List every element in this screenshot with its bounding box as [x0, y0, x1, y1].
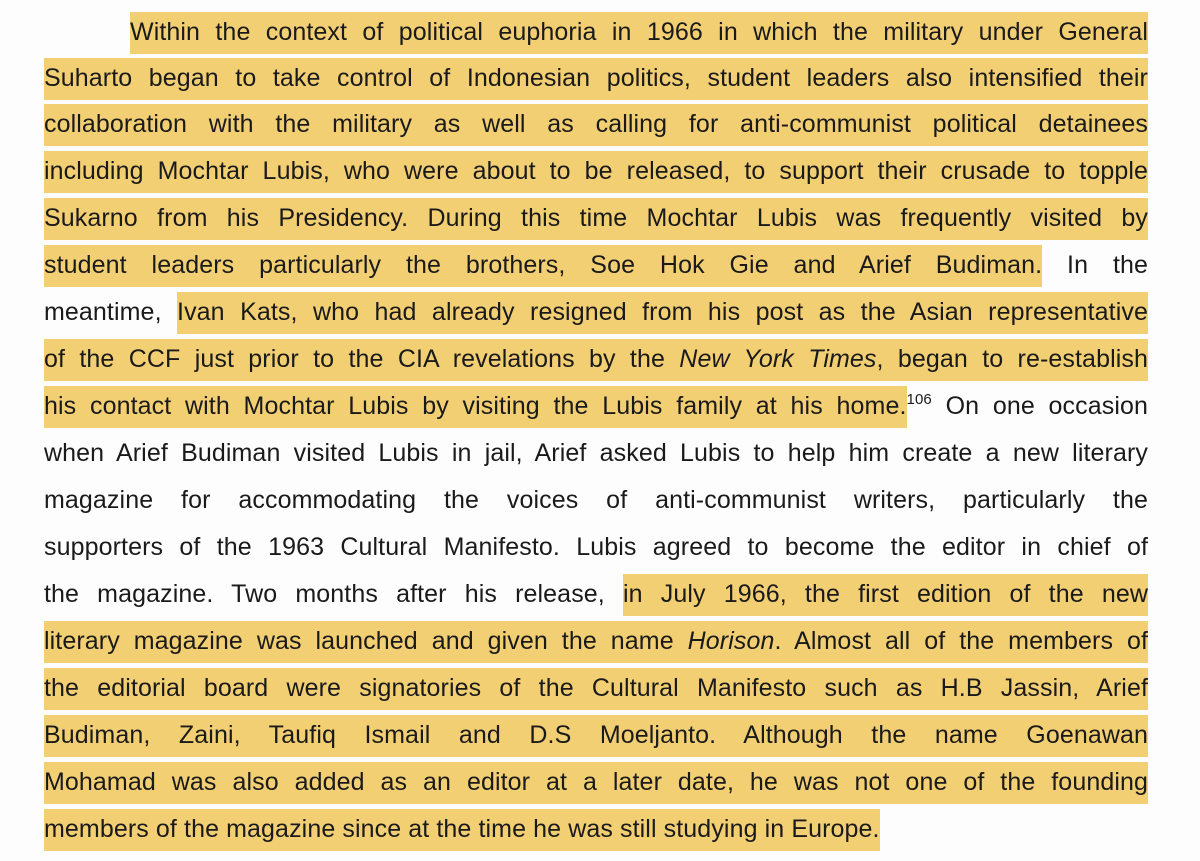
- highlighted-text: Sukarno from his Presidency. During this time Mochtar Lubis was frequently visited by: [44, 198, 1148, 240]
- highlighted-text: Budiman, Zaini, Taufiq Ismail and D.S Moeljanto. Although the name Goenawan: [44, 715, 1148, 757]
- paragraph-line: [44, 336, 1148, 382]
- highlighted-text: [44, 621, 1148, 663]
- plain-text: meantime,: [44, 298, 162, 326]
- paragraph-line: [44, 806, 1148, 852]
- highlighted-text: Within the context of political euphoria in 1966 in which the military under General: [130, 12, 1148, 54]
- text-segment: of the CCF just prior to the CIA revelations by the: [44, 345, 680, 373]
- plain-text: magazine for accommodating the voices of anti-communist writers, particularly the: [44, 486, 1148, 514]
- paragraph-line: [44, 477, 1148, 523]
- plain-text: supporters of the 1963 Cultural Manifesto. Lubis agreed to become the editor in chief of: [44, 533, 1148, 561]
- paragraph-line: [44, 618, 1148, 664]
- plain-text: On one occasion: [945, 392, 1149, 420]
- paragraph-line: [44, 242, 1148, 288]
- paragraph-line: [44, 289, 1148, 335]
- paragraph-line: [44, 55, 1148, 101]
- highlighted-text: the editorial board were signatories of the Cultural Manifesto such as H.B Jassin, Arief: [44, 668, 1148, 710]
- highlighted-text: student leaders particularly the brothers, Soe Hok Gie and Arief Budiman.: [44, 245, 1042, 287]
- paragraph-line: [44, 9, 1148, 55]
- paragraph-line: [44, 665, 1148, 711]
- paragraph-line: [44, 148, 1148, 194]
- paragraph-line: [44, 383, 1148, 429]
- highlighted-text: members of the magazine since at the time he was still studying in Europe.: [44, 809, 880, 851]
- highlighted-text: in July 1966, the first edition of the new: [623, 574, 1148, 616]
- highlighted-text: Ivan Kats, who had already resigned from his post as the Asian representative: [177, 292, 1148, 334]
- paragraph-line: [44, 195, 1148, 241]
- paragraph-line: [44, 571, 1148, 617]
- italic-title: Horison: [687, 627, 775, 655]
- text-segment: literary magazine was launched and given the name: [44, 627, 688, 655]
- text-segment: , began to re-establish: [876, 345, 1148, 373]
- plain-text: the magazine. Two months after his release,: [44, 580, 605, 608]
- highlighted-text: including Mochtar Lubis, who were about to be released, to support their crusade to topple: [44, 151, 1148, 193]
- paragraph-line: [44, 101, 1148, 147]
- paragraph-line: [44, 759, 1148, 805]
- highlighted-text: collaboration with the military as well as calling for anti-communist political detainees: [44, 104, 1148, 146]
- highlighted-text: his contact with Mochtar Lubis by visiting the Lubis family at his home.: [44, 386, 907, 428]
- paragraph-line: [44, 524, 1148, 570]
- footnote-marker: 106: [906, 391, 932, 408]
- paragraph-line: [44, 430, 1148, 476]
- highlighted-text: Mohamad was also added as an editor at a later date, he was not one of the founding: [44, 762, 1148, 804]
- italic-title: New York Times: [679, 345, 877, 373]
- text-segment: . Almost all of the members of: [774, 627, 1149, 655]
- highlighted-text: Suharto began to take control of Indonesian politics, student leaders also intensified their: [44, 58, 1148, 100]
- plain-text: when Arief Budiman visited Lubis in jail, Arief asked Lubis to help him create a new literary: [44, 439, 1148, 467]
- highlighted-text: [44, 339, 1148, 381]
- paragraph-line: [44, 712, 1148, 758]
- plain-text: In the: [1067, 251, 1148, 279]
